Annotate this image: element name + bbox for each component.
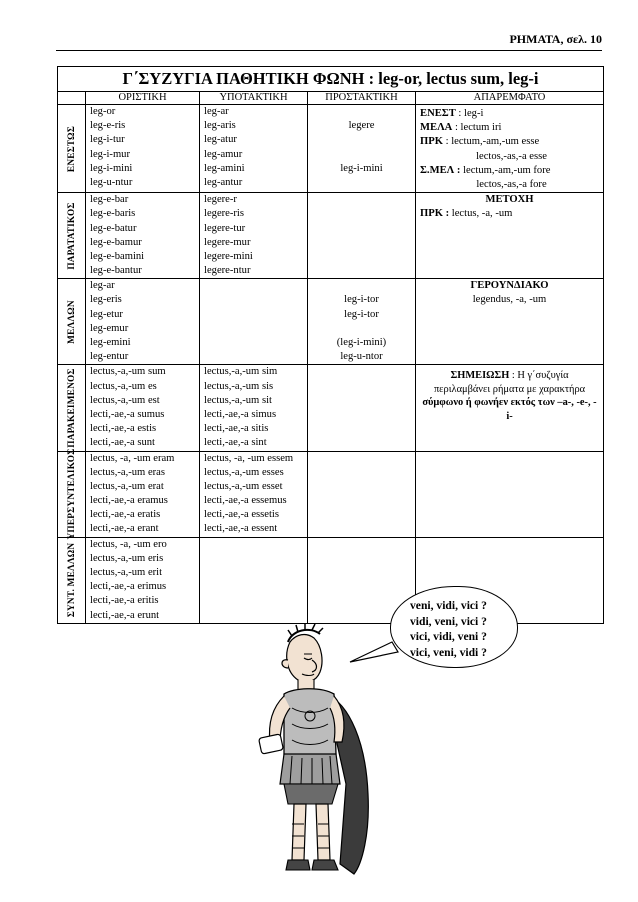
column-header-ypotaktiki: ΥΠΟΤΑΚΤΙΚΗ	[200, 92, 308, 105]
cell-mellon-prostaktiki	[308, 279, 416, 365]
cell-ypersyntelikos-prostaktiki	[308, 451, 416, 537]
form: leg-u-ntur	[90, 176, 133, 188]
form: leg-amur	[204, 148, 243, 160]
form: lectus,-a,-um es	[90, 380, 157, 392]
tense-label-paratatikos: ΠΑΡΑΤΑΤΙΚΟΣ	[58, 193, 86, 279]
form: lectus,-a,-um sum	[90, 366, 166, 378]
cell-mellon-ypotaktiki	[200, 279, 308, 365]
form: leg-u-ntor	[340, 351, 383, 363]
form: lecti,-ae,-a simus	[204, 408, 277, 420]
form: leg-amini	[204, 162, 245, 174]
form: lectus,-a,-um sit	[204, 394, 272, 406]
cell-infinitive	[416, 105, 604, 193]
form: leg-i-tur	[90, 134, 125, 146]
form: lecti,-ae,-a essent	[204, 523, 278, 535]
form: lecti,-ae,-a erimus	[90, 581, 167, 593]
cell-mellon-oristiki	[86, 279, 200, 365]
cell-parakeimenos-prostaktiki	[308, 365, 416, 451]
form: leg-i-mini	[90, 162, 133, 174]
table-title: Γ΄ΣΥΖΥΓΙΑ ΠΑΘΗΤΙΚΗ ΦΩΝΗ : leg-or, lectus sum, leg-i	[58, 67, 604, 92]
form: leg-or	[90, 106, 116, 117]
cell-enestos-prostaktiki	[308, 105, 416, 193]
form: leg-e-bantur	[90, 265, 142, 277]
gerundive-heading: ΓΕΡΟΥΝΔΙΑΚΟ	[470, 280, 549, 292]
form: lecti,-ae,-a essemus	[204, 495, 287, 507]
form: leg-antur	[204, 176, 243, 188]
form: legere-ntur	[204, 265, 251, 277]
cell-ypersyntelikos-ypotaktiki	[200, 451, 308, 537]
bubble-line: vidi, veni, vici ?	[410, 614, 487, 628]
row-synt-mellon	[58, 537, 604, 623]
form: lecti,-ae,-a erant	[90, 523, 159, 535]
header-rule	[56, 50, 602, 51]
page-header: ΡΗΜΑΤΑ, σελ. 10	[509, 32, 602, 46]
form: lectus,-a,-um est	[90, 394, 160, 406]
cell-paratatikos-ypotaktiki	[200, 193, 308, 279]
tense-label-synt-mellon: ΣΥΝΤ. ΜΕΛΛΩΝ	[58, 537, 86, 623]
caesar-figure-icon	[258, 624, 388, 884]
column-header-row	[58, 92, 604, 105]
infinitive-prk-plural: lectos,-as,-a esse	[476, 150, 547, 162]
form: leg-e-ris	[90, 120, 126, 132]
form: (leg-i-mini)	[336, 337, 387, 348]
form: leg-emini	[90, 337, 131, 348]
cell-enestos-oristiki	[86, 105, 200, 193]
form: leg-ar	[204, 106, 229, 117]
infinitive-smela-plural: lectos,-as,-a fore	[476, 178, 547, 190]
form: leg-i-tor	[344, 294, 379, 306]
form: leg-i-tor	[344, 308, 379, 320]
form: lectus,-a,-um eras	[90, 466, 166, 478]
form: lecti,-ae,-a sunt	[90, 437, 156, 449]
note-text: ΣΗΜΕΙΩΣΗ : Η γ΄συζυγία περιλαμβάνει ρήματα με χαρακτήρα σύμφωνο ή φωνήεν εκτός των –a-, -e-, -i-	[422, 370, 597, 422]
cell-synt-mellon-oristiki	[86, 537, 200, 623]
form: leg-ar	[90, 280, 115, 292]
form: lecti,-ae,-a sitis	[204, 423, 269, 435]
form: leg-i-mur	[90, 148, 131, 160]
row-enestos	[58, 105, 604, 193]
cell-paratatikos-oristiki	[86, 193, 200, 279]
form: legere	[348, 120, 375, 132]
form: leg-aris	[204, 120, 236, 132]
infinitive-prk: ΠΡΚ : lectum,-am,-um esse	[420, 136, 540, 148]
form: leg-e-bamur	[90, 236, 142, 248]
form: legere-mini	[204, 250, 253, 262]
row-paratatikos	[58, 193, 604, 279]
column-header-aparemfato: ΑΠΑΡΕΜΦΑΤΟ	[416, 92, 604, 105]
form: leg-e-bamini	[90, 250, 145, 262]
form: leg-e-baris	[90, 208, 136, 220]
form: legere-mur	[204, 236, 251, 248]
form: lectus, -a, -um essem	[204, 452, 294, 464]
cell-participle	[416, 193, 604, 279]
form: lecti,-ae,-a eratis	[90, 509, 161, 521]
cell-paratatikos-prostaktiki	[308, 193, 416, 279]
column-header-prostaktiki: ΠΡΟΣΤΑΚΤΙΚΗ	[308, 92, 416, 105]
form: lecti,-ae,-a eramus	[90, 495, 168, 507]
bubble-line: vici, veni, vidi ?	[410, 645, 487, 659]
form: lectus, -a, -um ero	[90, 538, 167, 550]
participle-heading: ΜΕΤΟΧΗ	[485, 194, 534, 206]
row-parakeimenos	[58, 365, 604, 451]
cell-ypersyntelikos-oristiki	[86, 451, 200, 537]
form: legere-r	[204, 194, 237, 206]
form: leg-e-bar	[90, 194, 129, 206]
gerundive-value: legendus, -a, -um	[472, 294, 547, 306]
form: leg-entur	[90, 351, 129, 363]
corner-cell	[58, 92, 86, 105]
participle-prk: ΠΡΚ : lectus, -a, -um	[420, 208, 513, 220]
cell-parakeimenos-oristiki	[86, 365, 200, 451]
infinitive-enest: ΕΝΕΣΤ : leg-i	[420, 108, 484, 119]
form: leg-emur	[90, 322, 129, 334]
form: lectus,-a,-um sis	[204, 380, 274, 392]
cell-note	[416, 365, 604, 451]
conjugation-table	[57, 66, 604, 624]
cell-enestos-ypotaktiki	[200, 105, 308, 193]
form: legere-ris	[204, 208, 244, 220]
infinitive-mela: ΜΕΛΑ : lectum iri	[420, 122, 502, 134]
row-mellon	[58, 279, 604, 365]
form: legere-tur	[204, 222, 246, 234]
speech-bubble-text	[410, 598, 487, 660]
form: leg-i-mini	[340, 162, 383, 174]
form: lectus, -a, -um eram	[90, 452, 175, 464]
form: lectus,-a,-um esset	[204, 480, 283, 492]
tense-label-mellon: ΜΕΛΛΩΝ	[58, 279, 86, 365]
form: lectus,-a,-um erit	[90, 567, 163, 578]
row-ypersyntelikos	[58, 451, 604, 537]
form: lectus,-a,-um erat	[90, 480, 164, 492]
bubble-line: veni, vidi, vici ?	[410, 599, 487, 612]
form: leg-atur	[204, 134, 237, 146]
tense-label-parakeimenos: ΠΑΡΑΚΕΙΜΕΝΟΣ	[58, 365, 86, 451]
cell-parakeimenos-ypotaktiki	[200, 365, 308, 451]
form: leg-eris	[90, 294, 122, 306]
cell-gerundive	[416, 279, 604, 365]
column-header-oristiki: ΟΡΙΣΤΙΚΗ	[86, 92, 200, 105]
cell-synt-mellon-ypotaktiki	[200, 537, 308, 623]
tense-label-enestos: ΕΝΕΣΤΩΣ	[58, 105, 86, 193]
form: lectus,-a,-um esses	[204, 466, 284, 478]
form: lecti,-ae,-a sint	[204, 437, 267, 449]
form: leg-e-batur	[90, 222, 137, 234]
tense-label-ypersyntelikos: ΥΠΕΡΣΥΝΤΕΛΙΚΟΣ	[58, 451, 86, 537]
cell-ypersyntelikos-aparemfato	[416, 451, 604, 537]
form: lecti,-ae,-a erunt	[90, 609, 160, 621]
infinitive-smela: Σ.ΜΕΛ : lectum,-am,-um fore	[420, 164, 551, 176]
bubble-line: vici, vidi, veni ?	[410, 630, 487, 643]
form: lecti,-ae,-a estis	[90, 423, 157, 435]
form: lecti,-ae,-a eritis	[90, 595, 159, 607]
form: lecti,-ae,-a essetis	[204, 509, 279, 521]
form: lecti,-ae,-a sumus	[90, 408, 165, 420]
form: lectus,-a,-um sim	[204, 366, 278, 378]
form: leg-etur	[90, 308, 123, 320]
form: lectus,-a,-um eris	[90, 552, 164, 564]
